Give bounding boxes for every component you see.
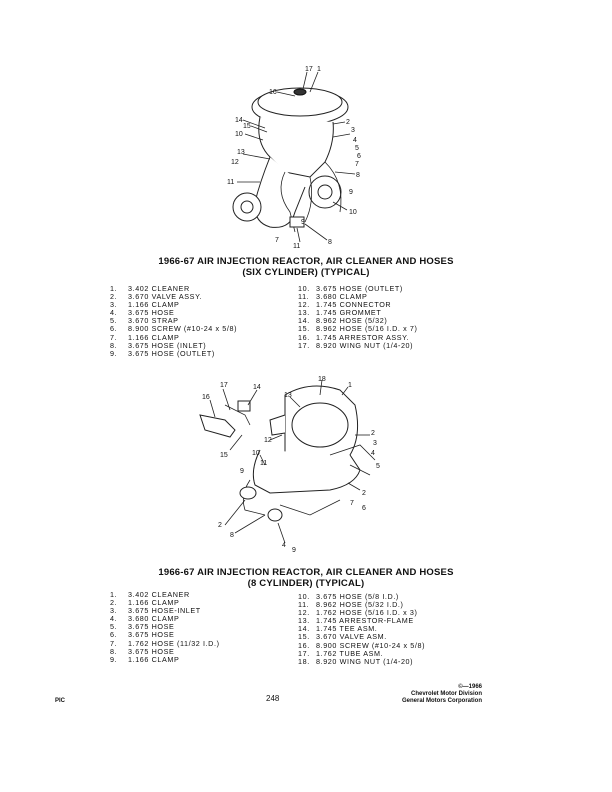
item-description: 8.920 WING NUT (1/4-20) [316,656,414,666]
item-number: 4. [110,308,118,318]
item-description: 3.675 HOSE [128,308,175,318]
callout: 9 [292,547,296,554]
parts-list-item [298,658,425,666]
section1-parts-list-right [298,285,418,350]
item-description: 8.962 HOSE (5/16 I.D. x 7) [316,324,418,334]
item-number: 12. [298,300,310,310]
callout: 12 [231,159,239,166]
copyright: ©—1966 [458,684,482,690]
callout: 4 [371,450,375,457]
callout: 17 [220,382,228,389]
division: Chevrolet Motor Division [410,691,482,697]
item-description: 8.920 WING NUT (1/4-20) [316,340,414,350]
item-description: 3.675 HOSE (OUTLET) [128,348,215,358]
item-number: 6. [110,630,118,640]
callout: 4 [353,137,357,144]
item-number: 6. [110,324,118,334]
item-number: 5. [110,316,118,326]
parts-list-item [298,342,418,350]
parts-list-item [110,350,237,358]
section2-parts-list-left [110,591,220,664]
callout: 9 [301,219,305,226]
item-description: 8.900 SCREW (#10-24 x 5/8) [316,640,426,650]
item-description: 1.745 ARRESTOR-FLAME [316,616,414,626]
six-cylinder-diagram [215,62,375,252]
callout: 7 [355,161,359,168]
item-description: 8.900 SCREW (#10-24 x 5/8) [128,324,238,334]
callout: 6 [362,505,366,512]
page-number: 248 [266,694,280,703]
callout: 2 [346,119,350,126]
item-description: 3.680 CLAMP [128,614,180,624]
footer-code: PIC [55,698,66,704]
item-description: 8.962 HOSE (5/32) [316,316,388,326]
item-number: 1. [110,590,118,599]
title-line: 1966-67 AIR INJECTION REACTOR, AIR CLEANER AND HOSES [158,256,454,267]
item-number: 3. [110,606,118,616]
item-description: 1.745 CONNECTOR [316,300,392,310]
item-number: 14. [298,624,310,634]
item-number: 14. [298,316,310,326]
item-description: 3.675 HOSE (5/8 I.D.) [316,592,399,601]
callout: 18 [318,376,326,383]
callout: 9 [349,189,353,196]
item-description: 1.762 HOSE (5/16 I.D. x 3) [316,608,418,618]
item-description: 3.675 HOSE (OUTLET) [316,284,403,293]
callout: 7 [350,500,354,507]
item-description: 1.745 TEE ASM. [316,624,378,634]
callout: 3 [373,440,377,447]
item-number: 2. [110,598,118,608]
item-description: 3.670 VALVE ASSY. [128,292,203,302]
callout: 1 [317,66,321,73]
item-number: 17. [298,648,310,658]
item-description: 3.402 CLEANER [128,284,190,293]
callout: 8 [230,532,234,539]
item-description: 1.762 HOSE (11/32 I.D.) [128,638,220,648]
title-line: 1966-67 AIR INJECTION REACTOR, AIR CLEANER AND HOSES [158,567,454,578]
callout: 16 [202,394,210,401]
item-description: 3.670 VALVE ASM. [316,632,387,642]
callout: 10 [235,131,243,138]
item-number: 13. [298,308,310,318]
callout: 8 [356,172,360,179]
callout: 16 [269,89,277,96]
item-number: 15. [298,632,310,642]
item-description: 1.745 ARRESTOR ASSY. [316,332,410,342]
item-description: 3.675 HOSE [128,630,175,640]
callout: 2 [362,490,366,497]
item-description: 3.402 CLEANER [128,590,190,599]
item-description: 3.675 HOSE [128,646,175,656]
item-number: 11. [298,292,310,302]
item-number: 10. [298,592,310,601]
item-description: 1.166 CLAMP [128,654,180,664]
item-description: 1.745 GROMMET [316,308,382,318]
item-number: 16. [298,640,310,650]
eight-cylinder-diagram [190,375,410,555]
item-number: 7. [110,332,118,342]
section2-title [0,567,612,589]
section1-title [0,256,612,278]
callout: 15 [220,452,228,459]
item-description: 3.675 HOSE (INLET) [128,340,207,350]
item-number: 18. [298,656,310,666]
item-number: 9. [110,348,118,358]
callout: 13 [237,149,245,156]
callout: 10 [252,450,260,457]
item-number: 12. [298,608,310,618]
item-number: 17. [298,340,310,350]
item-number: 15. [298,324,310,334]
callout: 1 [348,382,352,389]
item-description: 1.166 CLAMP [128,598,180,608]
callout: 3 [351,127,355,134]
item-number: 3. [110,300,118,310]
item-number: 4. [110,614,118,624]
callout: 17 [305,66,313,73]
item-description: 3.675 HOSE-INLET [128,606,201,616]
item-description: 3.680 CLAMP [316,292,368,302]
item-number: 13. [298,616,310,626]
title-line: (8 CYLINDER) (TYPICAL) [247,578,365,589]
callout: 2 [218,522,222,529]
item-description: 1.762 TUBE ASM. [316,648,384,658]
callout: 11 [293,243,301,250]
item-number: 8. [110,340,118,350]
corporation: General Motors Corporation [401,698,482,704]
callout: 5 [376,463,380,470]
item-number: 5. [110,622,118,632]
item-number: 7. [110,638,118,648]
item-number: 9. [110,654,118,664]
callout: 15 [243,123,251,130]
item-description: 3.675 HOSE [128,622,175,632]
item-description: 8.962 HOSE (5/32 I.D.) [316,600,404,610]
item-number: 16. [298,332,310,342]
callout: 12 [264,437,272,444]
section1-parts-list-left [110,285,237,358]
callout: 9 [240,468,244,475]
item-number: 1. [110,284,118,293]
item-description: 1.166 CLAMP [128,332,180,342]
item-number: 10. [298,284,310,293]
title-line: (SIX CYLINDER) (TYPICAL) [242,267,370,278]
callout: 8 [328,239,332,246]
callout: 14 [253,384,261,391]
callout: 6 [357,153,361,160]
footer-credit [402,684,482,705]
callout: 11 [227,179,235,186]
callout: 2 [371,430,375,437]
callout: 14 [235,117,243,124]
callout: 5 [355,145,359,152]
callout: 4 [282,542,286,549]
section2-parts-list-right [298,593,425,666]
callout: 10 [349,209,357,216]
parts-list-item [110,656,220,664]
item-number: 11. [298,600,310,610]
item-number: 2. [110,292,118,302]
item-description: 3.670 STRAP [128,316,179,326]
item-description: 1.166 CLAMP [128,300,180,310]
callout: 7 [275,237,279,244]
callout: 13 [284,392,292,399]
item-number: 8. [110,646,118,656]
callout: 11 [260,460,268,467]
